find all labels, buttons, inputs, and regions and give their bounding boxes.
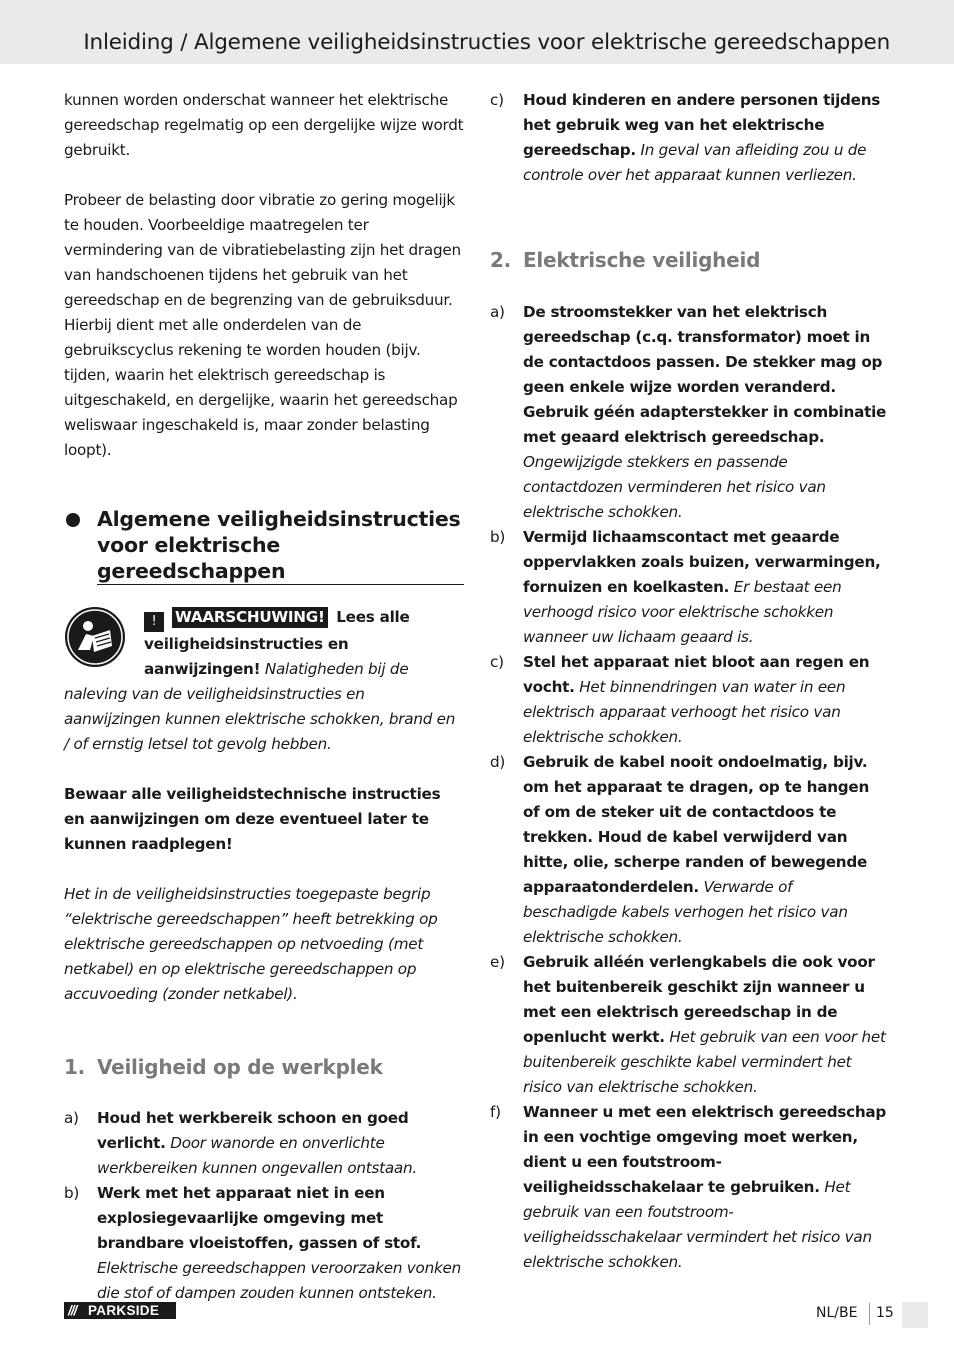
list-item: c) Houd kinderen en andere personen tijdens het gebruik weg van het elektrische gereedschap. In geval van afleiding zou u de controle over het apparaat kunnen verliezen. <box>490 91 881 184</box>
list-item: e) Gebruik alléén verlengkabels die ook voor het buitenbereik geschikt zijn wanneer u met een elektrisch gereedschap in de openlucht werkt. Het gebruik van een voor het buitenbereik geschikte kabel vermindert het risico van elektrische schokken. <box>490 953 886 1096</box>
list-item: a) De stroomstekker van het elektrisch gereedschap (c.q. transformator) moet in de contactdoos passen. De stekker mag op geen enkele wijze worden veranderd. Gebruik géén adapterstekker in combinatie met geaard elektrisch gereedschap. Ongewijzigde stekkers en passende contactdozen verminderen het risico van elektrische schokken. <box>490 303 887 521</box>
warning-bold-text: Lees alle veiligheidsinstructies en aanwijzingen! <box>144 608 410 678</box>
footer-tab-marker <box>902 1302 928 1328</box>
intro-paragraph: kunnen worden onderschat wanneer het elektrische gereedschap regelmatig op een dergelijke wijze wordt gebruikt. <box>64 91 464 159</box>
warning-italic-text: Nalatigheden bij de naleving van de veiligheidsinstructies en aanwijzingen kunnen elektrische schokken, brand en / of ernstig letsel tot gevolg hebben. <box>64 660 456 753</box>
parkside-logo: /// PARKSIDE <box>64 1302 176 1319</box>
list-item: c) Stel het apparaat niet bloot aan regen en vocht. Het binnendringen van water in een elektrisch apparaat verhoogt het risico van elektrische schokken. <box>490 653 870 746</box>
term-definition: Het in de veiligheidsinstructies toegepaste begrip “elektrische gereedschappen” heeft betrekking op elektrische gereedschappen op netvoeding (met netkabel) en op elektrische gereedschappen op accuvoeding (zonder netkabel). <box>64 885 438 1003</box>
section-heading-general: Algemene veiligheidsinstructies voor elektrische gereedschappen <box>64 506 464 585</box>
section-heading-electrical: 2. Elektrische veiligheid <box>490 248 761 272</box>
bullet-icon <box>66 513 80 527</box>
list-item: d) Gebruik de kabel nooit ondoelmatig, bijv. om het apparaat te dragen, op te hangen of om de steker uit de contactdoos te trekken. Houd de kabel verwijderd van hitte, olie, scherpe randen of bewegende apparaatonderdelen. Verwarde of beschadigde kabels verhogen het risico van elektrische schokken. <box>490 753 870 946</box>
page-number: 15 <box>876 1305 894 1321</box>
language-code: NL/BE <box>816 1305 858 1321</box>
list-item: f) Wanneer u met een elektrisch gereedschap in een vochtige omgeving moet werken, dient u een foutstroom-veiligheidsschakelaar te gebruiken. Het gebruik van een foutstroom-veiligheidsschakelaar vermindert het risico van elektrische schokken. <box>490 1103 887 1271</box>
section-heading-workplace: 1. Veiligheid op de werkplek <box>64 1055 383 1079</box>
vibration-paragraph: Probeer de belasting door vibratie zo gering mogelijk te houden. Voorbeeldige maatregelen ter vermindering van de vibratiebelasting zijn het dragen van handschoenen tijdens het gebruik van het gereedschap en de begrenzing van de gebruiksduur. Hierbij dient met alle onderdelen van de gebruikscyclus rekening te worden houden (bijv. tijden, waarin het elektrisch gereedschap is uitgeschakeld, en dergelijke, waarin het gereedschap weliswaar ingeschakeld is, maar zonder belasting loopt). <box>64 191 461 459</box>
page-header <box>0 0 954 64</box>
footer-divider <box>869 1303 870 1325</box>
page-title: Inleiding / Algemene veiligheidsinstructies voor elektrische gereedschappen <box>83 30 890 55</box>
keep-instructions: Bewaar alle veiligheidstechnische instructies en aanwijzingen om deze eventueel later te kunnen raadplegen! <box>64 785 441 853</box>
read-manual-icon <box>64 606 126 668</box>
warning-block <box>64 605 464 757</box>
list-item: a) Houd het werkbereik schoon en goed verlicht. Door wanorde en onverlichte werkbereiken kunnen ongevallen ontstaan. <box>64 1109 417 1177</box>
left-column <box>64 88 464 1306</box>
list-item: b) Werk met het apparaat niet in een explosiegevaarlijke omgeving met brandbare vloeistoffen, gassen of stof. Elektrische gereedschappen veroorzaken vonken die stof of dampen zouden kunnen ontsteken. <box>64 1184 461 1302</box>
right-column <box>490 88 890 1275</box>
warning-label: WAARSCHUWING! <box>172 607 328 628</box>
list-item: b) Vermijd lichaamscontact met geaarde oppervlakken zoals buizen, verwarmingen, fornuizen en koelkasten. Er bestaat een verhoogd risico voor elektrische schokken wanneer uw lichaam geaard is. <box>490 528 881 646</box>
warning-triangle-icon: ! <box>144 612 164 632</box>
